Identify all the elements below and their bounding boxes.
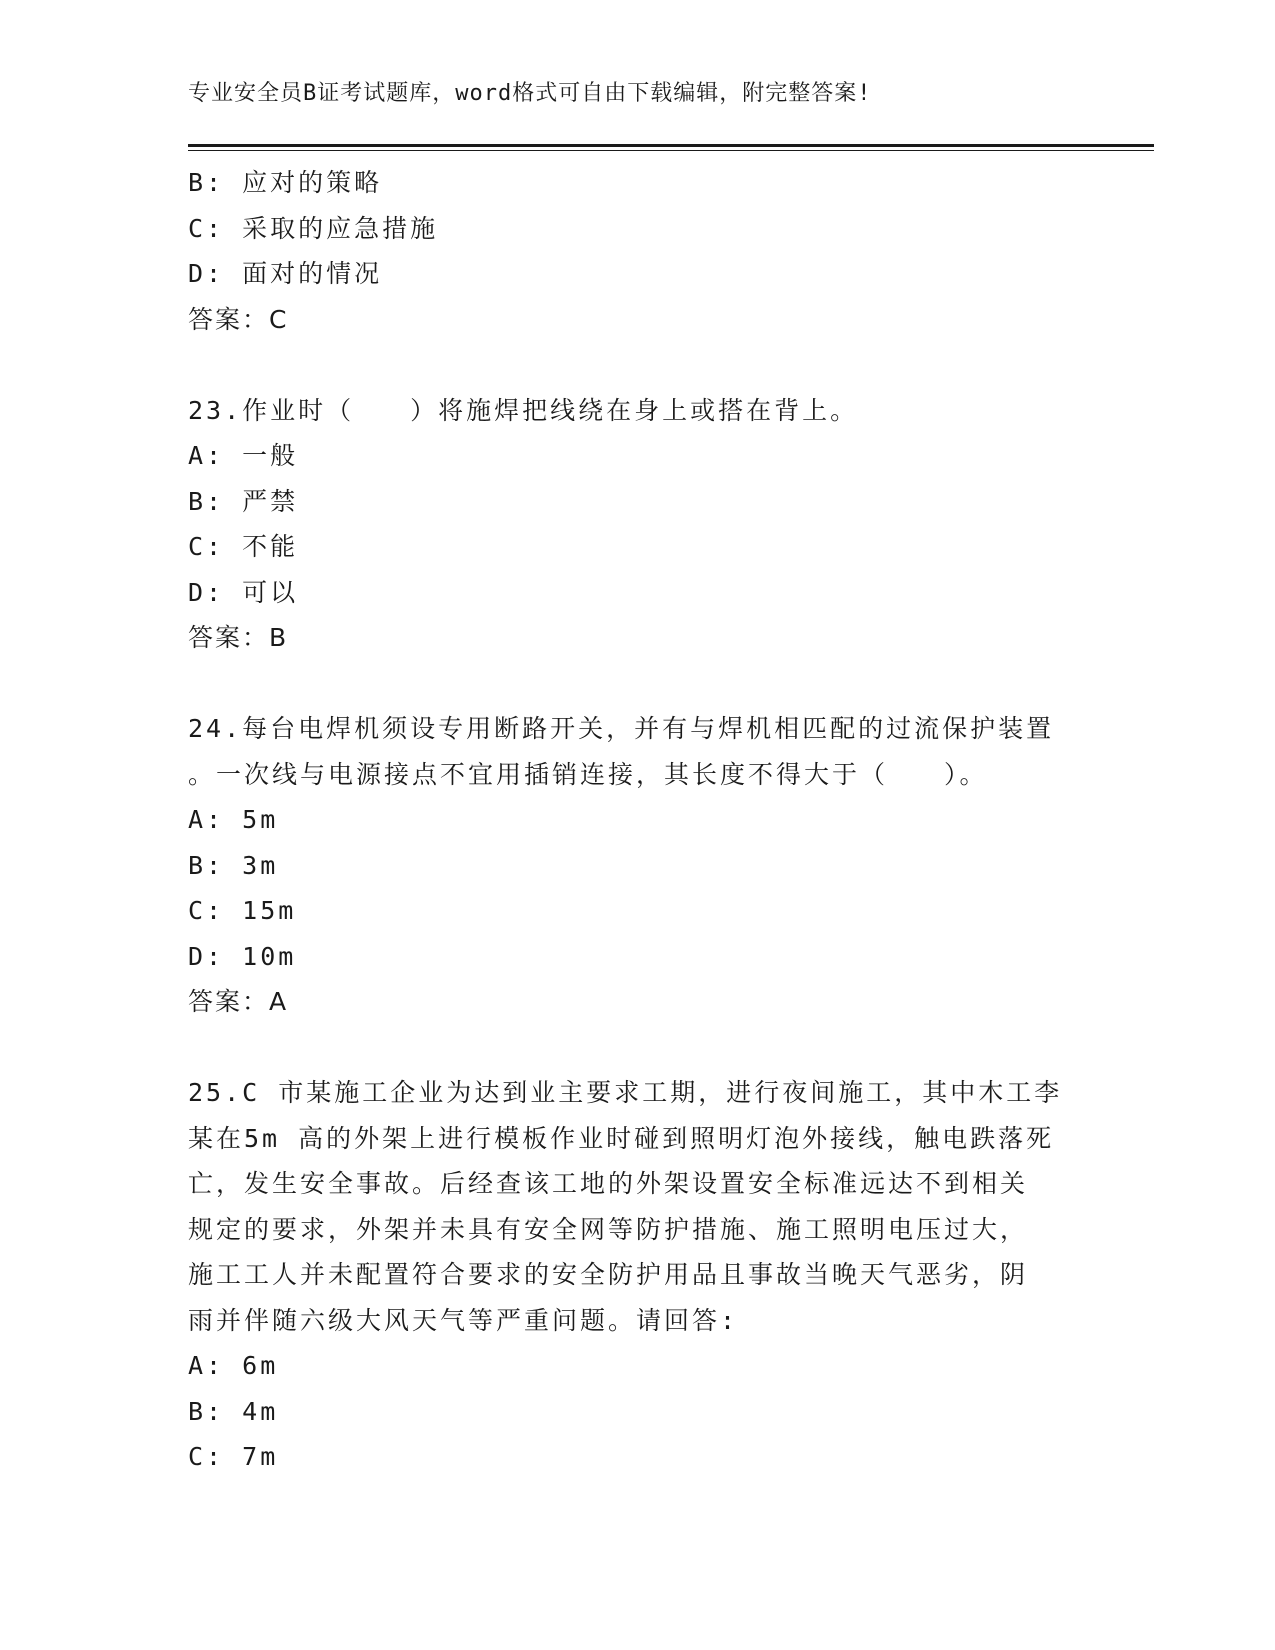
question-stem-line-1: 25.C 市某施工企业为达到业主要求工期，进行夜间施工，其中木工李 bbox=[188, 1078, 1063, 1107]
option-b: B: 严禁 bbox=[188, 486, 299, 516]
answer: 答案：B bbox=[188, 623, 289, 652]
option-d: D: 面对的情况 bbox=[188, 259, 383, 288]
option-b: B: 4m bbox=[188, 1396, 279, 1426]
option-d: D: 10m bbox=[188, 941, 297, 971]
question-22 bbox=[188, 160, 1088, 342]
header-note: 专业安全员B证考试题库，word格式可自由下载编辑，附完整答案! bbox=[188, 81, 872, 106]
option-b: B: 3m bbox=[188, 850, 279, 880]
question-stem-line-6: 雨并伴随六级大风天气等严重问题。请回答: bbox=[188, 1305, 739, 1335]
question-23 bbox=[188, 388, 1088, 661]
spacer bbox=[188, 1025, 1088, 1071]
question-stem-line-1: 24.每台电焊机须设专用断路开关，并有与焊机相匹配的过流保护装置 bbox=[188, 714, 1055, 743]
header-rule-thick bbox=[188, 144, 1154, 147]
spacer bbox=[188, 661, 1088, 707]
question-25 bbox=[188, 1070, 1088, 1480]
question-stem-line-3: 亡，发生安全事故。后经查该工地的外架设置安全标准远达不到相关 bbox=[188, 1169, 1029, 1198]
question-stem-line-2: 某在5m 高的外架上进行模板作业时碰到照明灯泡外接线，触电跌落死 bbox=[188, 1123, 1055, 1153]
question-stem: 23.作业时（ ）将施焊把线绕在身上或搭在背上。 bbox=[188, 395, 859, 425]
header-rule-thin bbox=[188, 150, 1154, 151]
option-b: B: 应对的策略 bbox=[188, 168, 383, 197]
question-stem-line-2: 。一次线与电源接点不宜用插销连接，其长度不得大于（ ）。 bbox=[188, 759, 988, 789]
option-a: A: 一般 bbox=[188, 441, 299, 470]
question-stem-line-4: 规定的要求，外架并未具有安全网等防护措施、施工照明电压过大， bbox=[188, 1214, 1029, 1244]
spacer bbox=[188, 342, 1088, 388]
option-c: C: 15m bbox=[188, 896, 297, 925]
answer: 答案：A bbox=[188, 987, 289, 1016]
answer: 答案：C bbox=[188, 304, 289, 334]
option-c: C: 采取的应急措施 bbox=[188, 213, 439, 243]
option-a: A: 5m bbox=[188, 805, 279, 834]
option-c: C: 7m bbox=[188, 1442, 279, 1471]
option-d: D: 可以 bbox=[188, 577, 299, 607]
option-a: A: 6m bbox=[188, 1351, 279, 1380]
question-stem-line-5: 施工工人并未配置符合要求的安全防护用品且事故当晚天气恶劣，阴 bbox=[188, 1260, 1029, 1289]
question-24 bbox=[188, 706, 1088, 1025]
question-content bbox=[188, 160, 1088, 1480]
option-c: C: 不能 bbox=[188, 532, 299, 561]
